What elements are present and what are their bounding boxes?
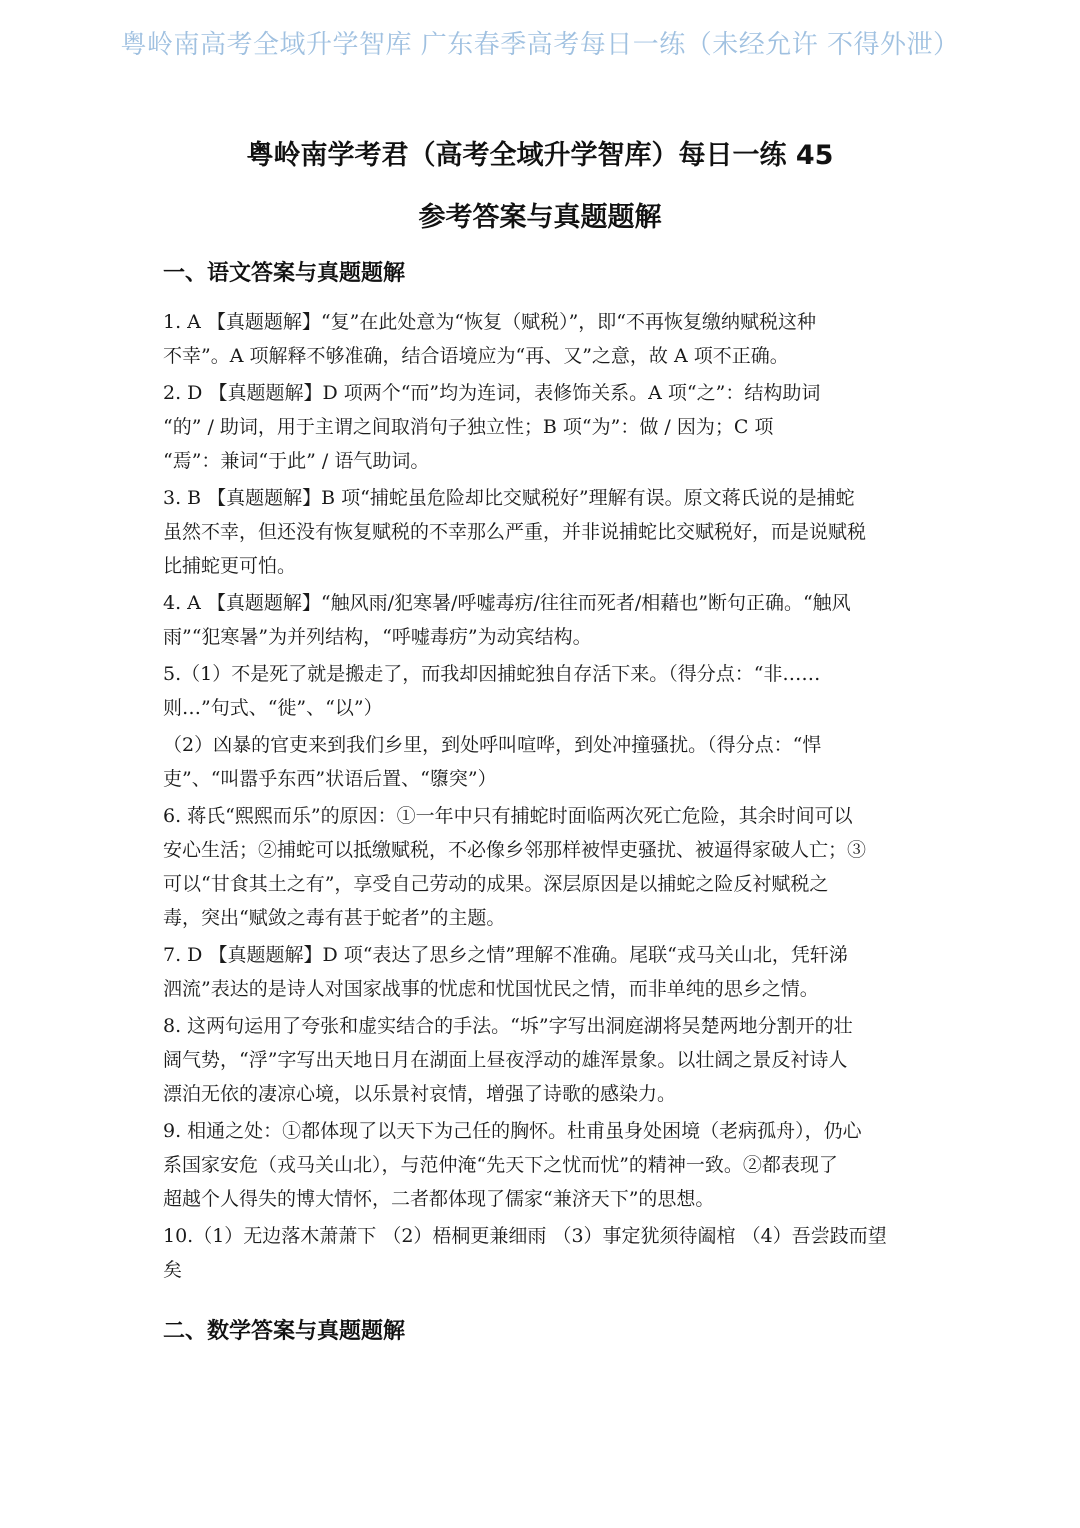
- answer-line: （2）凶暴的官吏来到我们乡里，到处呼叫喧哗，到处冲撞骚扰。（得分点：“悍: [163, 734, 822, 756]
- answer-line: 4. A 【真题题解】“触风雨/犯寒暑/呼嘘毒疠/往往而死者/相藉也”断句正确。“触风: [163, 592, 851, 614]
- document-title: 粤岭南学考君（高考全域升学智库）每日一练 45: [246, 140, 834, 171]
- answer-item: [163, 938, 913, 1006]
- answer-line: 不幸”。A 项解释不够准确，结合语境应为“再、又”之意，故 A 项不正确。: [163, 345, 789, 367]
- answer-line: 虽然不幸，但还没有恢复赋税的不幸那么严重，并非说捕蛇比交赋税好，而是说赋税: [163, 521, 867, 543]
- answer-line: 安心生活；②捕蛇可以抵缴赋税，不必像乡邻那样被悍吏骚扰、被逼得家破人亡；③: [163, 839, 867, 861]
- answer-line: 8. 这两句运用了夸张和虚实结合的手法。“坼”字写出洞庭湖将吴楚两地分割开的壮: [163, 1015, 853, 1037]
- answer-line: 阔气势，“浮”字写出天地日月在湖面上昼夜浮动的雄浑景象。以壮阔之景反衬诗人: [163, 1049, 848, 1071]
- answer-line: “的” / 助词，用于主谓之间取消句子独立性；B 项“为”：做 / 因为；C 项: [163, 416, 774, 438]
- answer-line: 毒，突出“赋敛之毒有甚于蛇者”的主题。: [163, 907, 506, 929]
- answer-item: [163, 657, 913, 725]
- answer-item: [163, 481, 913, 583]
- answer-line: 泗流”表达的是诗人对国家战事的忧虑和忧国忧民之情，而非单纯的思乡之情。: [163, 978, 819, 1000]
- answer-line: 可以“甘食其土之有”，享受自己劳动的成果。深层原因是以捕蛇之险反衬赋税之: [163, 873, 829, 895]
- answer-line: 雨”“犯寒暑”为并列结构，“呼嘘毒疠”为动宾结构。: [163, 626, 592, 648]
- answer-line: 6. 蒋氏“熙熙而乐”的原因：①一年中只有捕蛇时面临两次死亡危险，其余时间可以: [163, 805, 853, 827]
- answer-line: 矣: [163, 1259, 183, 1281]
- answer-line: 则…”句式、“徙”、“以”）: [163, 697, 383, 719]
- answer-line: 1. A 【真题题解】“复”在此处意为“恢复（赋税）”，即“不再恢复缴纳赋税这种: [163, 311, 816, 333]
- section-heading-chinese: 一、语文答案与真题题解: [163, 261, 406, 286]
- answer-item: [163, 305, 913, 373]
- answer-item: [163, 1009, 913, 1111]
- answer-line: “焉”：兼词“于此” / 语气助词。: [163, 450, 430, 472]
- answer-line: 3. B 【真题题解】B 项“捕蛇虽危险却比交赋税好”理解有误。原文蒋氏说的是捕蛇: [163, 487, 855, 509]
- answer-line: 9. 相通之处：①都体现了以天下为己任的胸怀。杜甫虽身处困境（老病孤舟），仍心: [163, 1120, 862, 1142]
- document-subtitle: 参考答案与真题题解: [418, 202, 662, 233]
- answer-item: [163, 1219, 913, 1287]
- answer-line: 2. D 【真题题解】D 项两个“而”均为连词，表修饰关系。A 项“之”：结构助词: [163, 382, 821, 404]
- answer-item: [163, 728, 913, 796]
- answer-item: [163, 799, 913, 935]
- answer-line: 7. D 【真题题解】D 项“表达了思乡之情”理解不准确。尾联“戎马关山北，凭轩涕: [163, 944, 848, 966]
- answer-line: 吏”、“叫嚣乎东西”状语后置、“隳突”）: [163, 768, 497, 790]
- answer-item: [163, 1114, 913, 1216]
- answer-item: [163, 586, 913, 654]
- answer-item: [163, 376, 913, 478]
- answer-line: 系国家安危（戎马关山北），与范仲淹“先天下之忧而忧”的精神一致。②都表现了: [163, 1154, 838, 1176]
- answer-line: 10.（1）无边落木萧萧下 （2）梧桐更兼细雨 （3）事定犹须待阖棺 （4）吾尝跂而望: [163, 1225, 887, 1247]
- answer-line: 超越个人得失的博大情怀，二者都体现了儒家“兼济天下”的思想。: [163, 1188, 715, 1210]
- answer-line: 漂泊无依的凄凉心境，以乐景衬哀情，增强了诗歌的感染力。: [163, 1083, 677, 1105]
- section-heading-math: 二、数学答案与真题题解: [163, 1319, 406, 1344]
- answer-line: 比捕蛇更可怕。: [163, 555, 297, 577]
- watermark: 粤岭南高考全域升学智库 广东春季高考每日一练（未经允许 不得外泄）: [120, 30, 960, 60]
- answer-list: [163, 305, 913, 1290]
- answer-line: 5.（1）不是死了就是搬走了，而我却因捕蛇独自存活下来。（得分点：“非……: [163, 663, 821, 685]
